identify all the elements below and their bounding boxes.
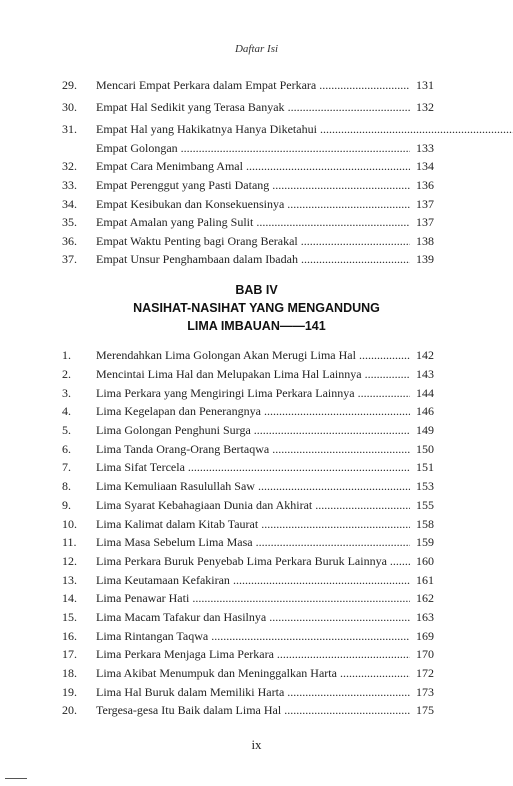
entry-number: 2. [62,367,71,381]
entry-page: 159 [416,535,434,549]
entry-number: 14. [62,591,77,605]
entry-number: 31. [62,122,77,136]
entry-number: 9. [62,498,71,512]
entry-title-first-line: Empat Hal yang Hakikatnya Hanya Diketahui ..... [96,120,513,138]
entry-page: 139 [416,252,434,266]
entry-page: 138 [416,234,434,248]
entry-page: 149 [416,423,434,437]
toc-entry [62,98,434,116]
entry-title: Mencari Empat Perkara dalam Empat Perkara ..... [96,76,410,94]
toc-entry [62,533,434,551]
entry-page: 143 [416,367,434,381]
toc-entry [62,440,434,458]
toc-entry [62,421,434,439]
page-number: ix [251,737,262,752]
entry-number: 29. [62,78,77,92]
chapter-title-line1: NASIHAT-NASIHAT YANG MENGANDUNG [133,301,380,315]
entry-title: Empat Hal Sedikit yang Terasa Banyak ..... [96,98,410,116]
toc-entry [62,176,434,194]
entry-title: Lima Perkara yang Mengiringi Lima Perkara Lainnya ..... [96,384,410,402]
toc-entry [62,664,434,682]
toc-entry-continuation [96,139,434,157]
entry-number: 16. [62,629,77,643]
entry-title: Lima Tanda Orang-Orang Bertaqwa ..... [96,440,410,458]
entry-page: 170 [416,647,434,661]
entry-page: 136 [416,178,434,192]
entry-number: 37. [62,252,77,266]
toc-entry [62,571,434,589]
entry-page: 133 [416,141,434,155]
entry-page: 169 [416,629,434,643]
entry-number: 18. [62,666,77,680]
entry-number: 5. [62,423,71,437]
entry-title: Empat Perenggut yang Pasti Datang ..... [96,176,410,194]
entry-title: Lima Keutamaan Kefakiran ..... [96,571,410,589]
toc-entry [62,458,434,476]
entry-title: Mencintai Lima Hal dan Melupakan Lima Hal Lainnya ..... [96,365,410,383]
entry-title: Lima Perkara Menjaga Lima Perkara ..... [96,645,410,663]
entry-page: 134 [416,159,434,173]
toc-entry [62,683,434,701]
toc-entry [62,346,434,364]
entry-number: 17. [62,647,77,661]
entry-number: 36. [62,234,77,248]
toc-entry [62,195,434,213]
entry-page: 163 [416,610,434,624]
entry-number: 3. [62,386,71,400]
entry-title: Lima Golongan Penghuni Surga ..... [96,421,410,439]
toc-entry [62,232,434,250]
entry-title: Lima Kemuliaan Rasulullah Saw ..... [96,477,410,495]
entry-number: 15. [62,610,77,624]
toc-entry [62,515,434,533]
toc-entry [62,608,434,626]
entry-page: 132 [416,100,434,114]
entry-title: Lima Penawar Hati ..... [96,589,410,607]
entry-number: 32. [62,159,77,173]
entry-number: 33. [62,178,77,192]
entry-page: 151 [416,460,434,474]
entry-page: 172 [416,666,434,680]
entry-number: 13. [62,573,77,587]
entry-page: 150 [416,442,434,456]
entry-page: 137 [416,215,434,229]
entry-number: 12. [62,554,77,568]
toc-entry [62,213,434,231]
toc-entry [62,402,434,420]
entry-title: Lima Rintangan Taqwa ..... [96,627,410,645]
entry-number: 1. [62,348,71,362]
running-header: Daftar Isi [234,43,279,55]
entry-page: 131 [416,78,434,92]
toc-entry [62,645,434,663]
corner-rule [5,778,27,779]
entry-number: 20. [62,703,77,717]
entry-title: Lima Syarat Kebahagiaan Dunia dan Akhirat ..... [96,496,410,514]
entry-title: Lima Kegelapan dan Penerangnya ..... [96,402,410,420]
chapter-label: BAB IV [235,283,278,297]
entry-page: 142 [416,348,434,362]
entry-page: 173 [416,685,434,699]
entry-page: 162 [416,591,434,605]
entry-title: Lima Perkara Buruk Penyebab Lima Perkara Buruk Lainnya ..... [96,552,410,570]
entry-number: 8. [62,479,71,493]
entry-title: Empat Amalan yang Paling Sulit ..... [96,213,410,231]
chapter-title-line2: LIMA IMBAUAN——141 [187,319,326,333]
entry-title: Lima Sifat Tercela ..... [96,458,410,476]
entry-title: Empat Cara Menimbang Amal ..... [96,157,410,175]
toc-entry [62,552,434,570]
entry-page: 160 [416,554,434,568]
entry-number: 35. [62,215,77,229]
entry-title: Lima Masa Sebelum Lima Masa ..... [96,533,410,551]
entry-page: 146 [416,404,434,418]
entry-title: Empat Golongan ..... [96,139,410,157]
entry-title: Empat Kesibukan dan Konsekuensinya ..... [96,195,410,213]
entry-page: 158 [416,517,434,531]
toc-entry [62,627,434,645]
entry-page: 144 [416,386,434,400]
entry-number: 4. [62,404,71,418]
entry-title: Merendahkan Lima Golongan Akan Merugi Lima Hal ..... [96,346,410,364]
entry-title: Empat Unsur Penghambaan dalam Ibadah ..... [96,250,410,268]
toc-entry [62,589,434,607]
entry-number: 11. [62,535,77,549]
entry-title: Lima Hal Buruk dalam Memiliki Harta ..... [96,683,410,701]
toc-entry [62,701,434,719]
entry-number: 30. [62,100,77,114]
entry-page: 153 [416,479,434,493]
entry-number: 6. [62,442,71,456]
toc-entry [62,384,434,402]
entry-number: 19. [62,685,77,699]
toc-entry [62,496,434,514]
entry-page: 175 [416,703,434,717]
entry-page: 161 [416,573,434,587]
entry-number: 7. [62,460,71,474]
toc-entry [62,76,434,94]
entry-title: Empat Waktu Penting bagi Orang Berakal ..... [96,232,410,250]
toc-entry [62,477,434,495]
entry-page: 155 [416,498,434,512]
toc-entry [62,365,434,383]
entry-title: Tergesa-gesa Itu Baik dalam Lima Hal ..... [96,701,410,719]
entry-number: 34. [62,197,77,211]
entry-title: Lima Macam Tafakur dan Hasilnya ..... [96,608,410,626]
entry-title: Lima Akibat Menumpuk dan Meninggalkan Harta ..... [96,664,410,682]
entry-number: 10. [62,517,77,531]
entry-page: 137 [416,197,434,211]
toc-entry [62,157,434,175]
toc-entry [62,120,434,138]
toc-entry [62,250,434,268]
entry-title: Lima Kalimat dalam Kitab Taurat ..... [96,515,410,533]
